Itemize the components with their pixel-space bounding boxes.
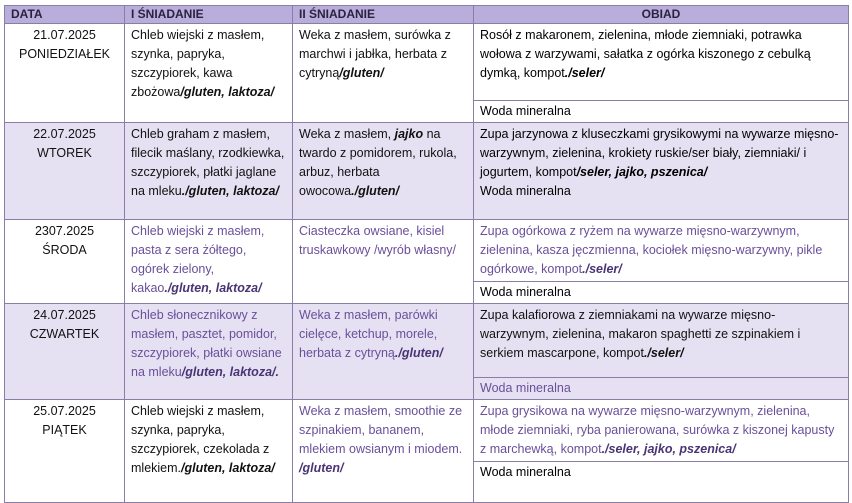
date-cell bbox=[5, 123, 125, 220]
breakfast-2-text: Weka z masłem, bbox=[299, 127, 395, 141]
allergen-tag: ./gluten/ bbox=[351, 184, 400, 198]
breakfast-2-cell bbox=[293, 400, 474, 503]
allergen-tag: /seler, jajko, pszenica/ bbox=[576, 165, 708, 179]
lunch-text: Zupa grysikowa na wywarze mięsno-warzywnym, zielenina, młode ziemniaki, ryba panierowana, surówka z kiszonej kapusty z marchewką, kompot bbox=[480, 404, 835, 456]
allergen-tag: /gluten, laktoza/ bbox=[180, 85, 275, 99]
breakfast-1-cell bbox=[125, 24, 293, 123]
header-lunch: OBIAD bbox=[474, 6, 849, 24]
allergen-tag: ./gluten, laktoza/ bbox=[164, 281, 262, 295]
breakfast-1-cell bbox=[125, 304, 293, 400]
allergen-tag: /gluten, laktoza/ bbox=[181, 461, 275, 475]
breakfast-1-text: Chleb słonecznikowy z masłem, pasztet, pomidor, szczypiorek, płatki owsiane na mleku bbox=[131, 308, 282, 379]
water-cell: Woda mineralna bbox=[474, 462, 849, 503]
lunch-cell bbox=[474, 220, 849, 282]
header-date: DATA bbox=[5, 6, 125, 24]
weekday-label: CZWARTEK bbox=[29, 327, 100, 341]
allergen-tag: /gluten, laktoza/. bbox=[181, 365, 279, 379]
breakfast-2-cell bbox=[293, 24, 474, 123]
lunch-cell bbox=[474, 304, 849, 378]
breakfast-2-cell bbox=[293, 220, 474, 304]
breakfast-1-text: Chleb graham z masłem, filecik maślany, rzodkiewka, szczypiorek, płatki jaglane na mleku bbox=[131, 127, 285, 198]
water-line: Woda mineralna bbox=[480, 184, 571, 198]
day-row-thursday bbox=[5, 304, 849, 378]
water-cell: Woda mineralna bbox=[474, 282, 849, 304]
breakfast-1-text: Chleb wiejski z masłem, pasta z sera żółtego, ogórek zielony, kakao bbox=[131, 224, 265, 295]
water-cell: Woda mineralna bbox=[474, 101, 849, 123]
date-value: 25.07.2025 bbox=[33, 404, 96, 418]
menu-table bbox=[4, 5, 849, 503]
water-cell: Woda mineralna bbox=[474, 378, 849, 400]
breakfast-2-text: Weka z masłem, surówka z marchwi i jabłka, herbata z cytryną bbox=[299, 28, 451, 80]
date-cell bbox=[5, 400, 125, 503]
allergen-tag: ./gluten, laktoza/ bbox=[181, 184, 279, 198]
breakfast-2-text: Weka z masłem, smoothie ze szpinakiem, bananem, mlekiem owsianym i miodem. bbox=[299, 404, 463, 456]
day-row-wednesday bbox=[5, 220, 849, 282]
date-cell bbox=[5, 304, 125, 400]
allergen-tag: ./seler/ bbox=[582, 262, 622, 276]
lunch-text: Zupa ogórkowa z ryżem na wywarze mięsno-warzywnym, zielenina, kasza jęczmienna, kociołek mięsno-warzywny, pikle ogórkowe, kompot bbox=[480, 224, 823, 276]
weekday-label: WTOREK bbox=[37, 146, 92, 160]
lunch-text: Zupa kalafiorowa z ziemniakami na wywarze mięsno-warzywnym, zielenina, makaron spaghetti ze szpinakiem i serkiem mascarpone, kompot bbox=[480, 308, 801, 360]
allergen-tag: ./seler/ bbox=[643, 346, 684, 360]
date-value: 2307.2025 bbox=[34, 224, 95, 238]
lunch-cell bbox=[474, 24, 849, 101]
weekday-label: PONIEDZIAŁEK bbox=[19, 47, 110, 61]
breakfast-1-cell bbox=[125, 400, 293, 503]
breakfast-1-text: Chleb wiejski z masłem, szynka, papryka, szczypiorek, kawa zbożowa bbox=[131, 28, 265, 99]
breakfast-1-text: Chleb wiejski z masłem, szynka, papryka, szczypiorek, czekolada z mlekiem. bbox=[131, 404, 270, 475]
header-breakfast-1: I ŚNIADANIE bbox=[125, 6, 293, 24]
lunch-cell bbox=[474, 123, 849, 220]
weekday-label: ŚRODA bbox=[42, 243, 87, 257]
lunch-text: Zupa jarzynowa z kluseczkami grysikowymi na wywarze mięsno-warzywnym, zielenina, krokiety ruskie/ser biały, ziemniaki/ i jogurtem, kompot bbox=[480, 127, 839, 179]
date-value: 21.07.2025 bbox=[33, 28, 96, 42]
breakfast-2-text: Weka z masłem, parówki cielęce, ketchup, morele, herbata z cytryną bbox=[299, 308, 438, 360]
allergen-tag: ./seler/ bbox=[564, 66, 605, 80]
date-cell bbox=[5, 24, 125, 123]
date-value: 24.07.2025 bbox=[33, 308, 96, 322]
breakfast-2-cell bbox=[293, 304, 474, 400]
breakfast-1-cell bbox=[125, 220, 293, 304]
allergen-tag: ./seler, jajko, pszenica/ bbox=[601, 442, 736, 456]
lunch-text: Rosół z makaronem, zielenina, młode ziemniaki, potrawka wołowa z warzywami, sałatka z ogórka kiszonego z cebulką dymką, kompot bbox=[480, 28, 811, 80]
breakfast-2-text-rest: na twardo z pomidorem, rukola, arbuz, herbata owocowa bbox=[299, 127, 457, 198]
date-cell bbox=[5, 220, 125, 304]
lunch-cell bbox=[474, 400, 849, 462]
date-value: 22.07.2025 bbox=[33, 127, 96, 141]
day-row-friday bbox=[5, 400, 849, 462]
allergen-tag: /gluten/ bbox=[299, 461, 344, 475]
breakfast-2-text: Ciasteczka owsiane, kisiel truskawkowy /wyrób własny/ bbox=[299, 224, 456, 257]
egg-allergen: jajko bbox=[394, 127, 424, 141]
day-row-monday bbox=[5, 24, 849, 101]
breakfast-1-cell bbox=[125, 123, 293, 220]
day-row-tuesday bbox=[5, 123, 849, 220]
allergen-tag: /gluten/ bbox=[339, 66, 384, 80]
header-row bbox=[5, 6, 849, 24]
breakfast-2-cell bbox=[293, 123, 474, 220]
header-breakfast-2: II ŚNIADANIE bbox=[293, 6, 474, 24]
allergen-tag: ./gluten/ bbox=[394, 346, 443, 360]
weekday-label: PIĄTEK bbox=[42, 423, 87, 437]
